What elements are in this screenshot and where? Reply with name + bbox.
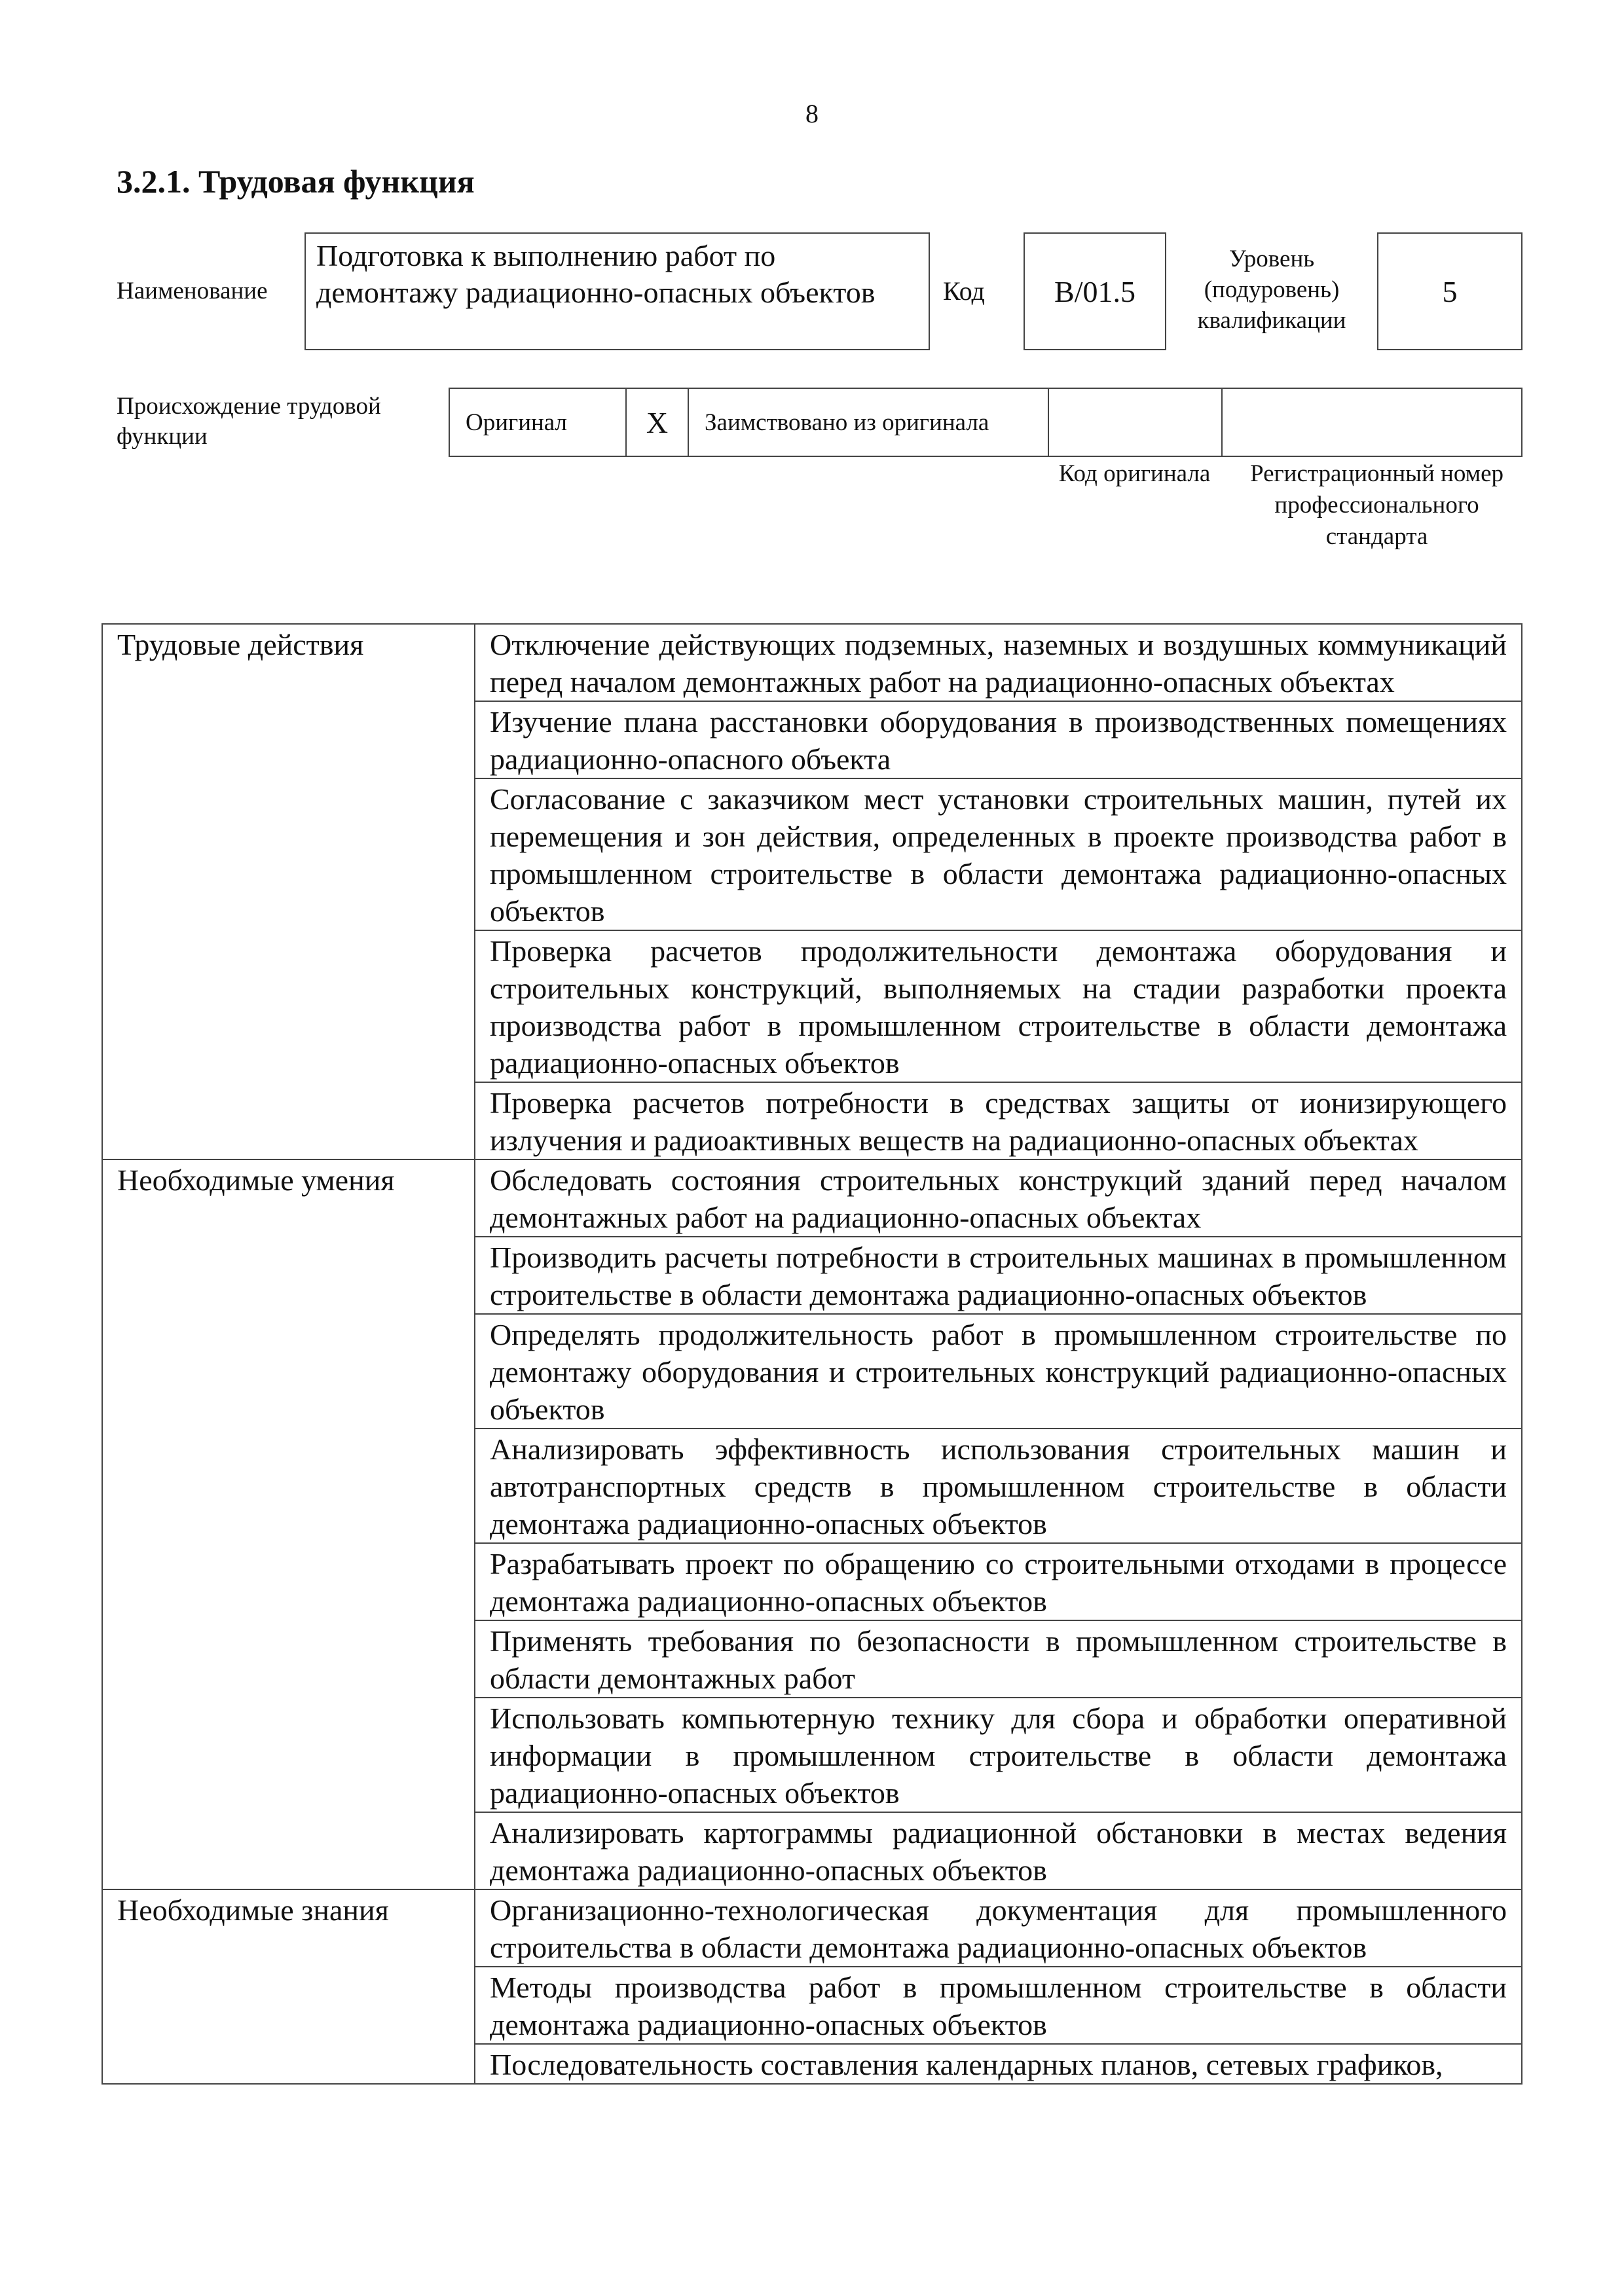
section-item-cell: Изучение плана расстановки оборудования в производственных помещениях радиационно-опасного объекта <box>475 701 1522 778</box>
origin-reg-cell <box>1223 389 1521 456</box>
section-category-cell: Необходимые знания <box>102 1889 475 2084</box>
code-original-label: Код оригинала <box>1058 460 1211 487</box>
section-item-cell: Отключение действующих подземных, наземных и воздушных коммуникаций перед началом демонтажных работ на радиационно-опасных объектах <box>475 624 1522 701</box>
table-row <box>102 1889 1522 1967</box>
level-label <box>1167 244 1376 336</box>
section-item-cell: Проверка расчетов продолжительности демонтажа оборудования и строительных конструкций, выполняемых на стадии разработки проекта производства работ в промышленном строительстве в области демонтажа радиационно-опасных объектов <box>475 930 1522 1082</box>
origin-mark-cell <box>627 389 689 456</box>
origin-borrowed-cell <box>689 389 1049 456</box>
section-title: 3.2.1. Трудовая функция <box>117 163 475 200</box>
level-label-line: (подуровень) <box>1204 276 1340 303</box>
level-label-line: квалификации <box>1197 307 1346 334</box>
level-label-line: Уровень <box>1228 246 1315 272</box>
function-name-value: Подготовка к выполнению работ по демонтажу радиационно-опасных объектов <box>316 239 876 309</box>
level-value: 5 <box>1442 274 1458 308</box>
section-item-cell: Определять продолжительность работ в промышленном строительстве по демонтажу оборудования и строительных конструкций радиационно-опасных объектов <box>475 1314 1522 1429</box>
code-box <box>1024 232 1166 350</box>
section-item-cell: Проверка расчетов потребности в средствах защиты от ионизирующего излучения и радиоактивных веществ на радиационно-опасных объектах <box>475 1082 1522 1159</box>
origin-original-label: Оригинал <box>466 409 568 436</box>
code-value: B/01.5 <box>1054 274 1135 308</box>
origin-code-cell <box>1049 389 1223 456</box>
section-item-cell: Согласование с заказчиком мест установки строительных машин, путей их перемещения и зон действия, определенных в проекте производства работ в промышленном строительстве в области демонтажа радиационно-опасных объектов <box>475 778 1522 930</box>
section-item-cell: Организационно-технологическая документация для промышленного строительства в области демонтажа радиационно-опасных объектов <box>475 1889 1522 1967</box>
code-label: Код <box>943 276 985 306</box>
page-number: 8 <box>805 99 819 128</box>
level-box <box>1377 232 1522 350</box>
section-item-cell: Разрабатывать проект по обращению со строительными отходами в процессе демонтажа радиационно-опасных объектов <box>475 1543 1522 1620</box>
origin-row <box>449 388 1522 457</box>
section-item-cell: Применять требования по безопасности в промышленном строительстве в области демонтажных работ <box>475 1620 1522 1698</box>
function-name-box <box>304 232 930 350</box>
origin-original-cell <box>450 389 627 456</box>
section-item-cell: Методы производства работ в промышленном строительстве в области демонтажа радиационно-опасных объектов <box>475 1967 1522 2044</box>
origin-borrowed-label: Заимствовано из оригинала <box>705 409 989 436</box>
section-item-cell: Анализировать картограммы радиационной обстановки в местах ведения демонтажа радиационно-опасных объектов <box>475 1812 1522 1889</box>
origin-label: Происхождение трудовой функции <box>117 393 381 450</box>
name-label: Наименование <box>117 278 268 304</box>
origin-mark: X <box>646 405 669 439</box>
table-row <box>102 1159 1522 1237</box>
section-item-cell: Использовать компьютерную технику для сбора и обработки оперативной информации в промышленном строительстве в области демонтажа радиационно-опасных объектов <box>475 1698 1522 1812</box>
section-item-cell: Производить расчеты потребности в строительных машинах в промышленном строительстве в области демонтажа радиационно-опасных объектов <box>475 1237 1522 1314</box>
section-item-cell: Обследовать состояния строительных конструкций зданий перед началом демонтажных работ на радиационно-опасных объектах <box>475 1159 1522 1237</box>
section-item-cell: Анализировать эффективность использования строительных машин и автотранспортных средств в промышленном строительстве в области демонтажа радиационно-опасных объектов <box>475 1429 1522 1543</box>
section-category-cell: Трудовые действия <box>102 624 475 1159</box>
reg-number-label: Регистрационный номер профессионального стандарта <box>1249 460 1504 550</box>
section-item-cell: Последовательность составления календарных планов, сетевых графиков, <box>475 2044 1522 2084</box>
function-table <box>101 623 1522 2085</box>
table-row <box>102 624 1522 701</box>
section-category-cell: Необходимые умения <box>102 1159 475 1889</box>
